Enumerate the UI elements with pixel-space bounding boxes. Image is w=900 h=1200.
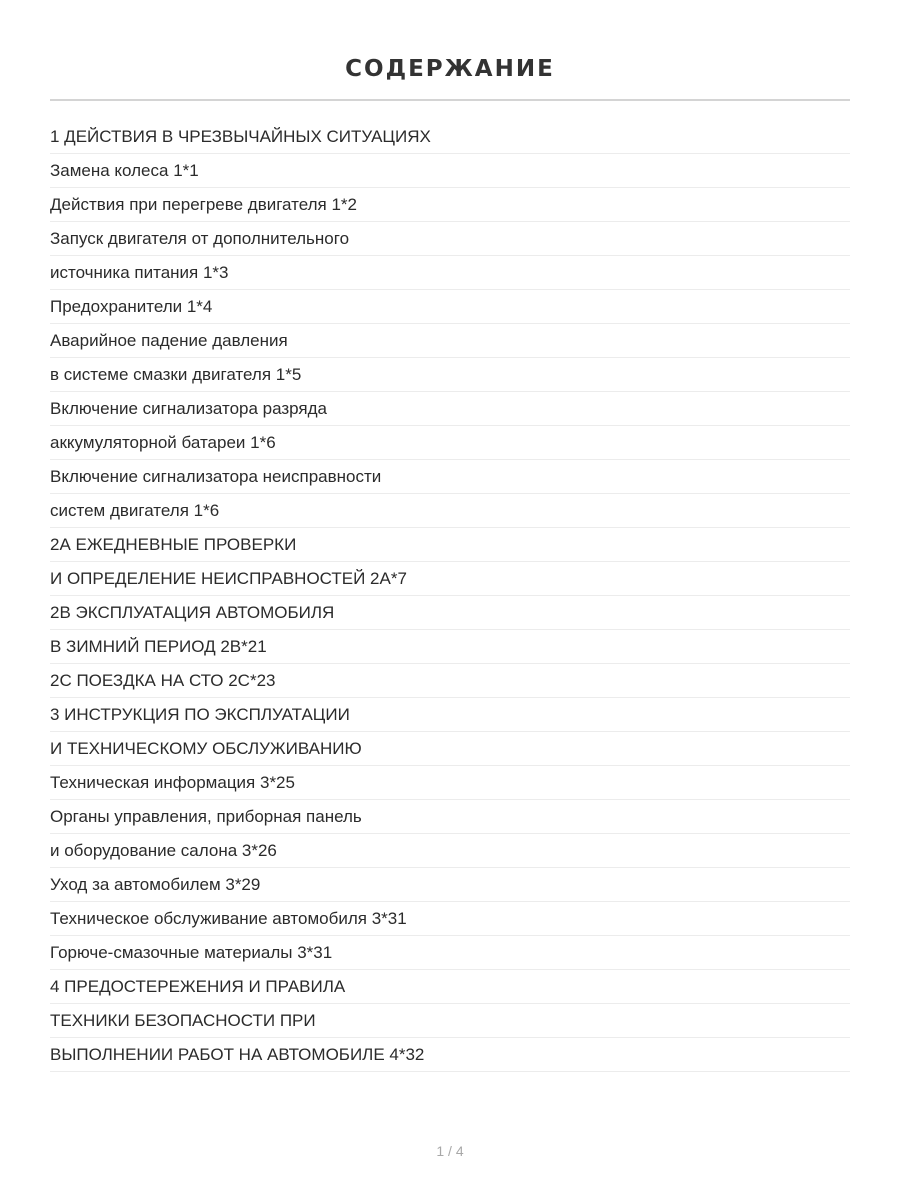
- page-indicator: 1 / 4: [436, 1143, 464, 1159]
- table-of-contents: [50, 120, 850, 1072]
- toc-entry[interactable]: Действия при перегреве двигателя 1*2: [50, 188, 850, 222]
- toc-entry[interactable]: в системе смазки двигателя 1*5: [50, 358, 850, 392]
- toc-entry[interactable]: ВЫПОЛНЕНИИ РАБОТ НА АВТОМОБИЛЕ 4*32: [50, 1038, 850, 1072]
- toc-entry[interactable]: 3 ИНСТРУКЦИЯ ПО ЭКСПЛУАТАЦИИ: [50, 698, 850, 732]
- toc-entry[interactable]: 4 ПРЕДОСТЕРЕЖЕНИЯ И ПРАВИЛА: [50, 970, 850, 1004]
- toc-entry[interactable]: И ОПРЕДЕЛЕНИЕ НЕИСПРАВНОСТЕЙ 2А*7: [50, 562, 850, 596]
- title-divider: [50, 99, 850, 101]
- toc-entry[interactable]: 2А ЕЖЕДНЕВНЫЕ ПРОВЕРКИ: [50, 528, 850, 562]
- toc-entry[interactable]: ТЕХНИКИ БЕЗОПАСНОСТИ ПРИ: [50, 1004, 850, 1038]
- toc-entry[interactable]: Запуск двигателя от дополнительного: [50, 222, 850, 256]
- toc-entry[interactable]: Аварийное падение давления: [50, 324, 850, 358]
- toc-entry[interactable]: 2В ЭКСПЛУАТАЦИЯ АВТОМОБИЛЯ: [50, 596, 850, 630]
- toc-entry[interactable]: Техническая информация 3*25: [50, 766, 850, 800]
- toc-entry[interactable]: Включение сигнализатора неисправности: [50, 460, 850, 494]
- page-title: СОДЕРЖАНИЕ: [345, 56, 555, 83]
- toc-entry[interactable]: и оборудование салона 3*26: [50, 834, 850, 868]
- toc-entry[interactable]: Предохранители 1*4: [50, 290, 850, 324]
- toc-entry[interactable]: 2С ПОЕЗДКА НА СТО 2С*23: [50, 664, 850, 698]
- toc-entry[interactable]: Включение сигнализатора разряда: [50, 392, 850, 426]
- toc-entry[interactable]: Техническое обслуживание автомобиля 3*31: [50, 902, 850, 936]
- toc-entry[interactable]: источника питания 1*3: [50, 256, 850, 290]
- toc-entry[interactable]: Горюче-смазочные материалы 3*31: [50, 936, 850, 970]
- toc-entry[interactable]: систем двигателя 1*6: [50, 494, 850, 528]
- toc-entry[interactable]: 1 ДЕЙСТВИЯ В ЧРЕЗВЫЧАЙНЫХ СИТУАЦИЯХ: [50, 120, 850, 154]
- toc-entry[interactable]: В ЗИМНИЙ ПЕРИОД 2В*21: [50, 630, 850, 664]
- toc-entry[interactable]: Органы управления, приборная панель: [50, 800, 850, 834]
- toc-entry[interactable]: Замена колеса 1*1: [50, 154, 850, 188]
- toc-entry[interactable]: аккумуляторной батареи 1*6: [50, 426, 850, 460]
- toc-entry[interactable]: Уход за автомобилем 3*29: [50, 868, 850, 902]
- toc-entry[interactable]: И ТЕХНИЧЕСКОМУ ОБСЛУЖИВАНИЮ: [50, 732, 850, 766]
